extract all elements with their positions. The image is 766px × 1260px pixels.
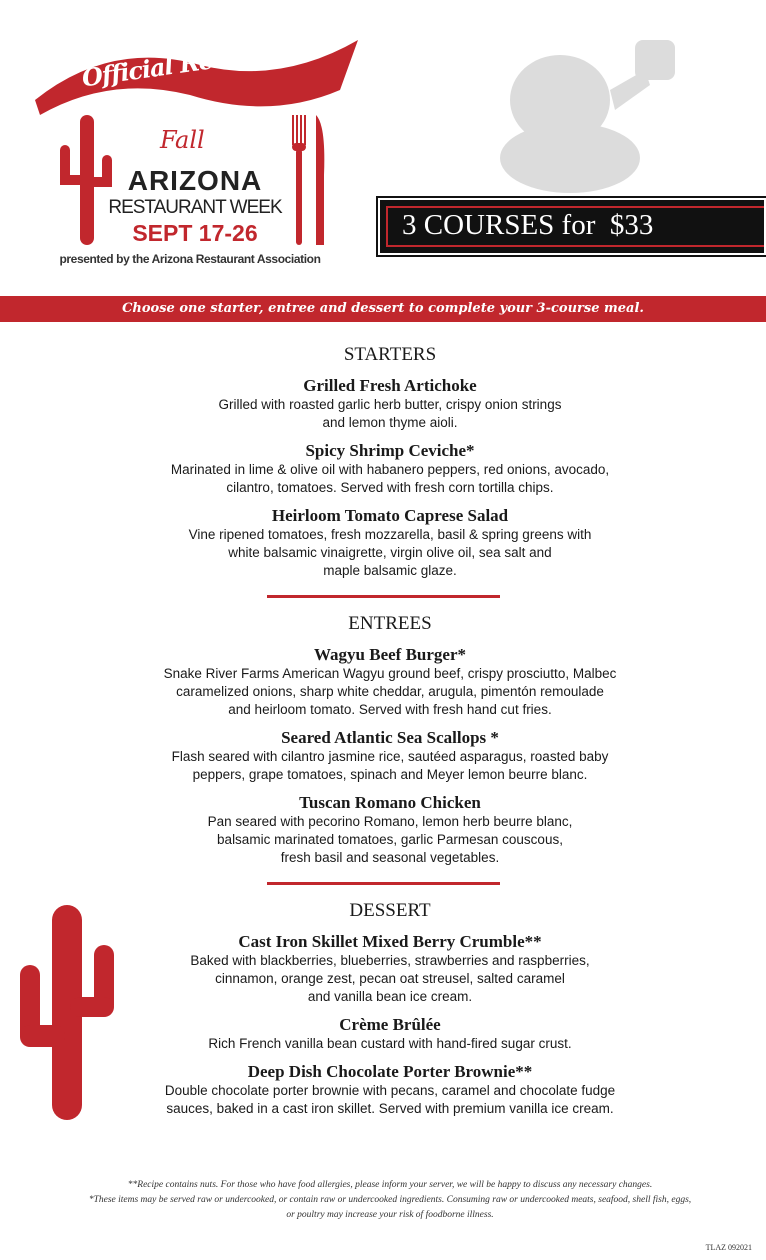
- footnotes: [20, 1178, 760, 1223]
- menu-item: [100, 645, 680, 719]
- menu-item: [100, 728, 680, 784]
- logo-presenter: presented by the Arizona Restaurant Association: [59, 252, 321, 266]
- item-name: Spicy Shrimp Ceviche*: [305, 441, 475, 460]
- section-dessert: [100, 900, 680, 1127]
- cactus-icon: [20, 905, 115, 1120]
- document-code: TLAZ 092021: [705, 1243, 752, 1252]
- price-text: 3 COURSES for $33: [402, 209, 654, 241]
- item-name: Wagyu Beef Burger*: [313, 645, 467, 664]
- item-name: Grilled Fresh Artichoke: [303, 376, 477, 395]
- footnote-nuts: **Recipe contains nuts. For those who have food allergies, please inform your server, we will be happy to discuss any necessary changes.: [127, 1180, 653, 1190]
- item-desc: Rich French vanilla bean custard with hand-fired sugar crust.: [208, 1036, 572, 1051]
- logo-ribbon-text: Official Restaurant: [80, 30, 320, 93]
- item-desc: Snake River Farms American Wagyu ground beef, crispy prosciutto, Malbec caramelized onions, sharp white cheddar, arugula, pimentón remoulade and heirloom tomato. Served with fresh hand cut fries.: [163, 666, 617, 717]
- section-title: ENTREES: [348, 613, 432, 634]
- menu-item: [100, 1062, 680, 1118]
- section-title: STARTERS: [343, 344, 437, 365]
- item-desc: Baked with blackberries, blueberries, strawberries and raspberries, cinnamon, orange zest, pecan oat streusel, salted caramel and vanilla bean ice cream.: [190, 953, 590, 1004]
- item-desc: Double chocolate porter brownie with pecans, caramel and chocolate fudge sauces, baked in a cast iron skillet. Served with premium vanilla ice cream.: [164, 1083, 616, 1116]
- item-name: Heirloom Tomato Caprese Salad: [271, 506, 509, 525]
- item-desc: Vine ripened tomatoes, fresh mozzarella, basil & spring greens with white balsamic vinaigrette, virgin olive oil, sea salt and maple balsamic glaze.: [188, 527, 592, 578]
- menu-item: [100, 932, 680, 1006]
- fork-knife-icon: [290, 115, 330, 245]
- item-name: Seared Atlantic Sea Scallops *: [281, 728, 499, 747]
- footnote-raw-cont: or poultry may increase your risk of foodborne illness.: [286, 1210, 494, 1220]
- logo-dates: SEPT 17-26: [132, 220, 258, 246]
- item-desc: Marinated in lime & olive oil with habanero peppers, red onions, avocado, cilantro, tomatoes. Served with fresh corn tortilla chips.: [170, 462, 610, 495]
- instructions-band: Choose one starter, entree and dessert to complete your 3-course meal.: [0, 296, 766, 322]
- section-entrees: [100, 613, 680, 876]
- item-name: Deep Dish Chocolate Porter Brownie**: [247, 1062, 533, 1081]
- section-divider: [267, 882, 500, 885]
- logo-event: RESTAURANT WEEK: [108, 197, 282, 218]
- menu-item: [100, 441, 680, 497]
- section-divider: [267, 595, 500, 598]
- section-title: DESSERT: [349, 900, 431, 921]
- menu-item: [100, 1015, 680, 1053]
- item-name: Tuscan Romano Chicken: [299, 793, 481, 812]
- item-name: Cast Iron Skillet Mixed Berry Crumble**: [238, 932, 542, 951]
- item-desc: Grilled with roasted garlic herb butter, crispy onion strings and lemon thyme aioli.: [218, 397, 562, 430]
- menu-item: [100, 506, 680, 580]
- item-name: Crème Brûlée: [339, 1015, 441, 1034]
- footnote-raw: *These items may be served raw or undercooked, or contain raw or undercooked ingredients. Consuming raw or undercooked meats, seafood, shell fish, eggs,: [88, 1195, 692, 1205]
- logo-state: ARIZONA: [127, 165, 263, 196]
- menu-item: [100, 793, 680, 867]
- item-desc: Pan seared with pecorino Romano, lemon herb beurre blanc, balsamic marinated tomatoes, garlic Parmesan couscous, fresh basil and seasonal vegetables.: [207, 814, 573, 865]
- logo-season: Fall: [160, 126, 205, 154]
- price-banner: [378, 198, 766, 255]
- menu-item: [100, 376, 680, 432]
- item-desc: Flash seared with cilantro jasmine rice, sautéed asparagus, roasted baby peppers, grape tomatoes, spinach and Meyer lemon beurre blanc.: [171, 749, 609, 782]
- section-starters: [100, 344, 680, 589]
- lion-mascot-icon: [450, 30, 700, 195]
